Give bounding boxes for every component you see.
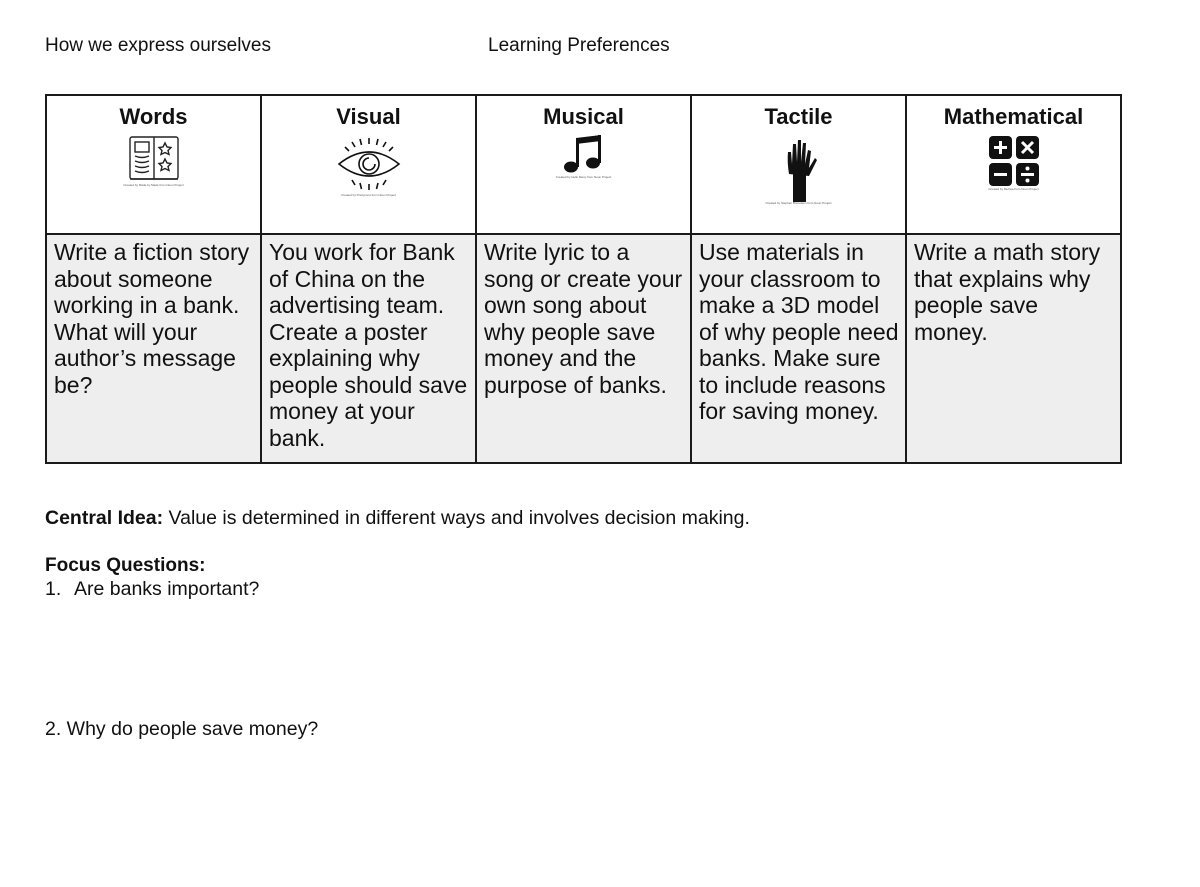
column-title: Tactile	[764, 104, 833, 129]
question-number: 1.	[45, 578, 62, 600]
focus-questions-heading: Focus Questions:	[45, 555, 206, 576]
page-title: Learning Preferences	[488, 35, 670, 56]
unit-title: How we express ourselves	[45, 35, 271, 56]
music-note-icon	[560, 134, 608, 176]
icon-credit: Created by Hello Many from Noun Project	[555, 175, 612, 179]
column-musical	[476, 95, 691, 234]
book-icon	[124, 134, 184, 184]
activity-musical: Write lyric to a song or create your own song about why people save money and the purpose of banks.	[476, 234, 691, 463]
icon-credit: Created by Stephen Breneisen from Noun Project	[765, 201, 832, 205]
raised-hand-icon	[779, 134, 819, 202]
learning-preferences-table	[45, 94, 1122, 464]
column-visual	[261, 95, 476, 234]
eye-icon	[333, 134, 405, 194]
column-words	[46, 95, 261, 234]
column-title: Mathematical	[943, 104, 1084, 129]
activity-tactile: Use materials in your classroom to make a 3D model of why people need banks. Make sure to include reasons for saving money.	[691, 234, 906, 463]
column-title: Visual	[336, 104, 401, 129]
focus-question-1	[45, 578, 259, 601]
column-title: Words	[119, 104, 188, 129]
icon-credit: Created by Prettycons from Noun Project	[341, 193, 396, 197]
central-idea-text: Value is determined in different ways and involves decision making.	[163, 507, 750, 529]
activity-visual: You work for Bank of China on the advertising team. Create a poster explaining why people should save money at your bank.	[261, 234, 476, 463]
table-body-row	[46, 234, 1121, 463]
question-text: Are banks important?	[74, 578, 260, 600]
central-idea-label: Central Idea:	[45, 507, 164, 529]
activity-mathematical: Write a math story that explains why people save money.	[906, 234, 1121, 463]
table-header-row	[46, 95, 1121, 234]
icon-credit: Created by Mehwa from Noun Project	[988, 187, 1039, 191]
icon-credit: Created by Made by Made from Noun Project	[123, 183, 184, 187]
column-title: Musical	[543, 104, 624, 129]
focus-question-2: 2. Why do people save money?	[45, 718, 319, 740]
calculator-symbols-icon	[987, 134, 1041, 188]
central-idea	[45, 507, 750, 530]
activity-words: Write a fiction story about someone working in a bank. What will your author’s message be?	[46, 234, 261, 463]
column-tactile	[691, 95, 906, 234]
column-mathematical	[906, 95, 1121, 234]
